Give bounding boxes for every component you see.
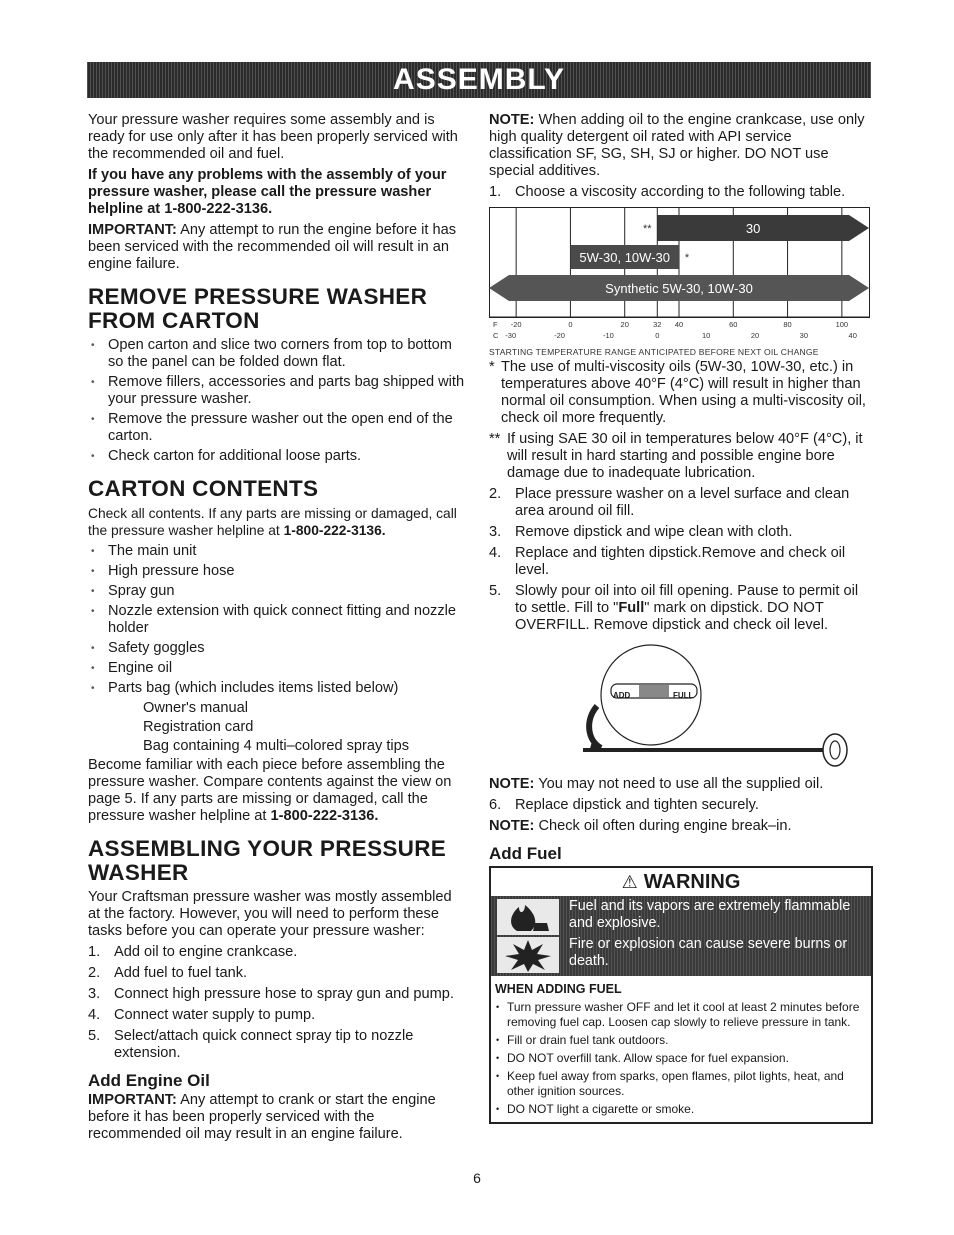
step-text: Connect water supply to pump. [114,1007,316,1023]
chart-tick-f: 40 [674,320,684,329]
important-text: Any attempt to crank or start the engine before it has been properly serviced with the recommended oil may result in an engine failure. [88,1092,436,1142]
list-item: • Safety goggles [88,640,466,657]
assembling-intro: Your Craftsman pressure washer was mostly assembled at the factory. However, you will need to perform these tasks before you can operate your pressure washer: [88,889,452,939]
add-engine-oil-heading: Add Engine Oil [88,1071,210,1090]
fuel-warning-list [491,1000,871,1122]
footnote-text: The use of multi-viscosity oils (5W-30, 10W-30, etc.) in temperatures above 40°F (4°C) will result in higher than normal oil consumption. When using a multi-viscosity oil, check oil more frequently. [501,359,866,426]
step-6-list [489,797,873,814]
contents-phone: 1-800-222-3136. [283,523,386,538]
list-item: • DO NOT light a cigarette or smoke. [495,1102,867,1117]
list-item [489,797,873,814]
assembling-steps [88,944,466,1062]
step-text: " mark on dipstick. DO NOT OVERFILL. Remove dipstick and check oil level. [515,600,829,633]
dipstick-icon [489,640,873,770]
important-label: IMPORTANT: [88,222,177,238]
familiar-text: Become familiar with each piece before assembling the pressure washer. Compare contents against the view on page 5. If any parts are missing or damaged, call the pressure washer helpline at [88,757,452,824]
footnote-text: If using SAE 30 oil in temperatures below 40°F (4°C), it will result in hard starting and possible engine bore damage due to inadequate lubrication. [507,431,863,481]
step-number: 3. [489,524,502,540]
footnote-mark: ** [489,431,501,447]
note-text: When adding oil to the engine crankcase, use only high quality detergent oil rated with API service classification SF, SG, SH, SJ or higher. DO NOT use special additives. [489,112,865,179]
step-number: 1. [489,184,502,200]
warning-message-flammable: Fuel and its vapors are extremely flammable and explosive. [569,898,851,931]
list-item [489,184,873,201]
chart-tick-f: 20 [620,320,629,329]
remove-heading-line-2: FROM CARTON [88,308,260,333]
when-adding-fuel-heading: WHEN ADDING FUEL [495,982,622,996]
dipstick-full-label: FULL [673,691,694,700]
list-item: • Check carton for additional loose parts. [88,448,466,465]
chart-tick-c: 20 [750,331,760,340]
list-item: • Turn pressure washer OFF and let it cool at least 2 minutes before removing fuel cap. Loosen cap slowly to relieve pressure in tank. [495,1000,867,1030]
warning-triangle-icon: ⚠ [621,872,638,892]
step-text: Replace dipstick and tighten securely. [515,797,759,813]
important-text: Any attempt to run the engine before it has been serviced with the recommended oil will result in an engine failure. [88,222,456,272]
list-item: Bag containing 4 multi–colored spray tips [143,738,410,754]
oil-steps [489,486,873,634]
list-item: Registration card [143,719,254,735]
list-item [489,524,873,541]
step-number: 4. [489,545,502,561]
list-item: • Engine oil [88,660,466,677]
chart-tick-f: 0 [568,320,573,329]
contents-list [88,543,466,697]
step-text: Replace and tighten dipstick.Remove and check oil level. [515,545,846,578]
list-item: Owner's manual [143,700,248,716]
chart-tick-f: F [493,320,498,329]
chart-tick-c: 0 [655,331,660,340]
chart-tick-c: 10 [701,331,711,340]
contents-intro [88,505,466,539]
note-label: NOTE: [489,112,535,128]
step-text: Connect high pressure hose to spray gun and pump. [114,986,454,1002]
familiar-paragraph [88,757,466,825]
chart-bar-label-1: 5W-30, 10W-30 [579,250,670,265]
full-word: Full [618,600,645,616]
list-item: 2. Add fuel to fuel tank. [88,965,248,981]
footnote-single [489,359,873,427]
step-number: 6. [489,797,502,813]
list-item [489,545,873,579]
fuel-warning-box [489,866,873,1124]
chart-tick-f: 60 [729,320,738,329]
dipstick-illustration [489,640,873,770]
list-item: • Keep fuel away from sparks, open flames, pilot lights, heat, and other ignition sources. [495,1069,867,1099]
list-item: 3. Connect high pressure hose to spray gun and pump. [88,986,454,1002]
chart-bar-mark-1: * [684,252,690,264]
chart-tick-f: 100 [835,320,849,329]
chart-tick-f: -20 [510,320,522,329]
list-item: • Spray gun [88,583,466,600]
intro-paragraph: Your pressure washer requires some assembly and is ready for use only after it has been properly serviced with the recommended oil and fuel. [88,112,458,162]
step-text: Choose a viscosity according to the following table. [515,184,846,200]
familiar-phone: 1-800-222-3136. [270,808,379,824]
note-label: NOTE: [489,776,535,792]
parts-bag-list [88,700,466,755]
list-item: • Remove fillers, accessories and parts bag shipped with your pressure washer. [88,374,466,408]
viscosity-chart-svg [489,207,873,343]
chart-tick-c: C [493,331,499,340]
note-text: Check oil often during engine break–in. [534,818,792,834]
add-fuel-heading: Add Fuel [489,844,562,863]
chart-tick-f: 80 [783,320,792,329]
note3-paragraph [489,818,873,835]
list-item: 1. Add oil to engine crankcase. [88,944,298,960]
list-item: • Fill or drain fuel tank outdoors. [495,1033,867,1048]
list-item: • Parts bag (which includes items listed below) [88,680,466,697]
note-text: You may not need to use all the supplied oil. [534,776,824,792]
important-label: IMPORTANT: [88,1092,177,1108]
chart-tick-c: -10 [603,331,614,340]
remove-list [88,337,466,465]
note-label: NOTE: [489,818,535,834]
assembling-heading-line-2: WASHER [88,860,189,885]
step-text: Add oil to engine crankcase. [114,944,298,960]
contents-intro-text: Check all contents. If any parts are missing or damaged, call the pressure washer helpline at [88,506,457,538]
chart-bar-label-2: Synthetic 5W-30, 10W-30 [605,281,753,296]
step-text: Slowly pour oil into oil fill opening. Pause to permit oil to settle. Fill to " [515,583,859,616]
chart-tick-c: -20 [554,331,565,340]
list-item: • DO NOT overfill tank. Allow space for fuel expansion. [495,1051,867,1066]
list-item: • High pressure hose [88,563,466,580]
chart-tick-c: -30 [505,331,517,340]
note2-paragraph [489,776,873,793]
assembling-heading-line-1: ASSEMBLING YOUR PRESSURE [88,836,447,861]
step-number: 2. [489,486,502,502]
step-text: Add fuel to fuel tank. [114,965,248,981]
list-item: 4. Connect water supply to pump. [88,1007,316,1023]
chart-caption: STARTING TEMPERATURE RANGE ANTICIPATED BEFORE NEXT OIL CHANGE [489,347,819,357]
warning-title: WARNING [643,871,741,893]
footnote-double [489,431,873,482]
assembly-banner [87,62,871,98]
carton-contents-heading: CARTON CONTENTS [88,476,319,501]
step-text: Remove dipstick and wipe clean with cloth. [515,524,793,540]
helpline-paragraph: If you have any problems with the assembly of your pressure washer, please call the pressure washer helpline at 1-800-222-3136. [88,167,447,217]
step-number: 5. [489,583,502,599]
warning-hazard-panel [491,896,871,976]
step-1-list [489,184,873,201]
warning-message-burns: Fire or explosion can cause severe burns or death. [569,936,848,969]
list-item: 5. Select/attach quick connect spray tip to nozzle extension. [88,1028,414,1061]
chart-tick-f: 32 [653,320,662,329]
right-column [489,112,873,1124]
footnote-mark: * [489,359,495,375]
chart-bar-mark-0: ** [643,223,652,235]
explosion-hazard-icon [497,937,559,973]
chart-tick-c: 30 [799,331,809,340]
chart-bar-0 [657,215,869,241]
chart-bar-label-0: 30 [745,221,761,236]
step-text: Place pressure washer on a level surface and clean area around oil fill. [515,486,850,519]
add-oil-important [88,1092,466,1143]
page-title: ASSEMBLY [393,63,565,96]
page-number: 6 [473,1170,481,1186]
oil-viscosity-chart [489,207,873,357]
list-item: • Nozzle extension with quick connect fitting and nozzle holder [88,603,466,637]
list-item [489,583,873,634]
note-paragraph [489,112,873,180]
list-item: • The main unit [88,543,466,560]
list-item [489,486,873,520]
important-paragraph [88,222,466,273]
list-item: • Remove the pressure washer out the open end of the carton. [88,411,466,445]
warning-header [491,868,871,896]
fire-hazard-icon [497,899,559,935]
list-item: • Open carton and slice two corners from top to bottom so the panel can be folded down flat. [88,337,466,371]
remove-heading-line-1: REMOVE PRESSURE WASHER [88,284,428,309]
dipstick-add-label: ADD [613,691,631,700]
step-text: Select/attach quick connect spray tip to nozzle extension. [114,1028,414,1061]
assembling-heading [88,837,466,885]
remove-heading [88,285,466,333]
chart-tick-c: 40 [848,331,857,340]
left-column [88,112,466,1147]
